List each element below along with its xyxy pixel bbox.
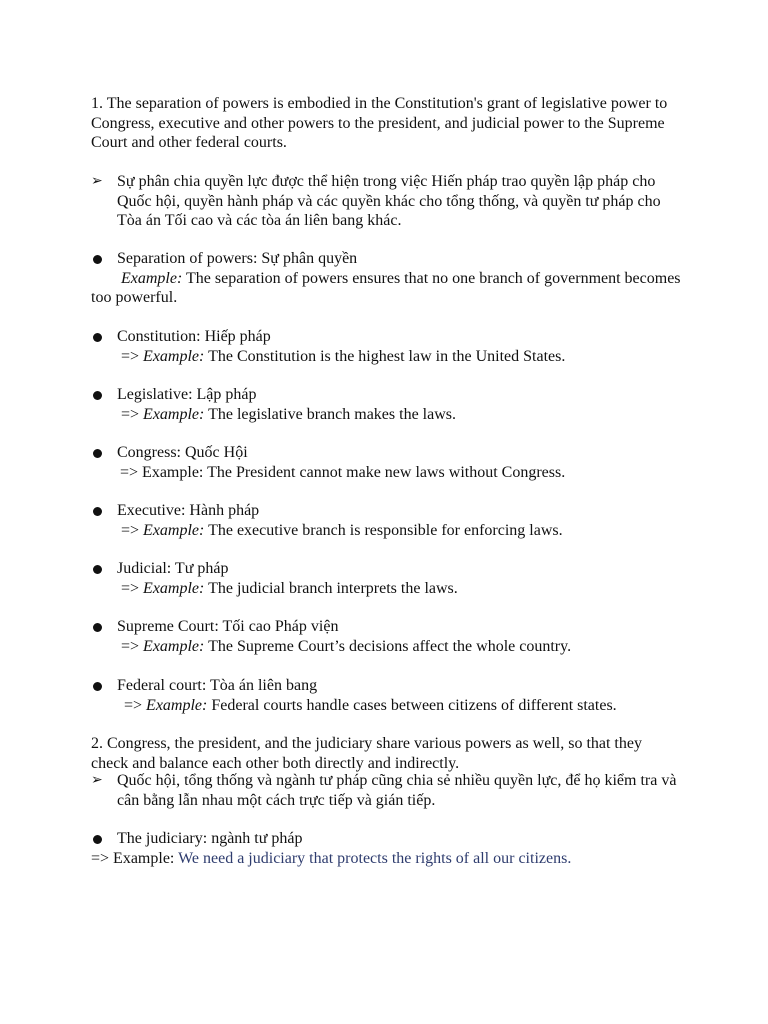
- term-federal-court: Federal court: Tòa án liên bang => Example: Federal courts handle cases between citizens of different states.: [91, 676, 691, 715]
- bullet-icon: [93, 835, 102, 844]
- example-sentence: We need a judiciary that protects the rights of all our citizens.: [178, 850, 572, 867]
- translation-1: ➢ Sự phân chia quyền lực được thể hiện trong việc Hiến pháp trao quyền lập pháp cho Quốc hội, quyền hành pháp và các quyền khác cho tổng thống, và quyền tư pháp cho Tòa án Tối cao và các tòa án liên bang khác.: [91, 173, 661, 229]
- bullet-icon: [93, 449, 102, 458]
- bullet-icon: [93, 333, 102, 342]
- term-constitution: Constitution: Hiếp pháp => Example: The Constitution is the highest law in the United States.: [91, 327, 691, 366]
- arrow-bullet-icon: ➢: [91, 773, 103, 788]
- bullet-icon: [93, 507, 102, 516]
- term-legislative: Legislative: Lập pháp => Example: The legislative branch makes the laws.: [91, 385, 691, 424]
- bullet-icon: [93, 255, 102, 264]
- bullet-icon: [93, 565, 102, 574]
- term-separation-of-powers: Separation of powers: Sự phân quyền Example: The separation of powers ensures that no one branch of government becomes too powerful.: [91, 250, 681, 306]
- term-supreme-court: Supreme Court: Tối cao Pháp viện => Example: The Supreme Court’s decisions affect the whole country.: [91, 617, 691, 656]
- bullet-icon: [93, 623, 102, 632]
- term-judiciary: The judiciary: ngành tư pháp: [91, 829, 691, 849]
- paragraph-2: 2. Congress, the president, and the judiciary share various powers as well, so that they check and balance each other both directly and indirectly.: [91, 735, 642, 772]
- term-judicial: Judicial: Tư pháp => Example: The judicial branch interprets the laws.: [91, 559, 691, 598]
- term-executive: Executive: Hành pháp => Example: The executive branch is responsible for enforcing laws.: [91, 501, 691, 540]
- term-congress: Congress: Quốc Hội => Example: The President cannot make new laws without Congress.: [91, 443, 691, 482]
- bullet-icon: [93, 682, 102, 691]
- judiciary-example: => Example: We need a judiciary that protects the rights of all our citizens.: [91, 850, 572, 867]
- paragraph-1: 1. The separation of powers is embodied in the Constitution's grant of legislative power to Congress, executive and other powers to the president, and judicial power to the Supreme Court and other federal courts.: [91, 95, 668, 151]
- translation-2: ➢ Quốc hội, tổng thống và ngành tư pháp cũng chia sẻ nhiều quyền lực, để họ kiểm tra và cân bằng lẫn nhau một cách trực tiếp và gián tiếp.: [91, 772, 677, 809]
- bullet-icon: [93, 391, 102, 400]
- arrow-bullet-icon: ➢: [91, 174, 103, 189]
